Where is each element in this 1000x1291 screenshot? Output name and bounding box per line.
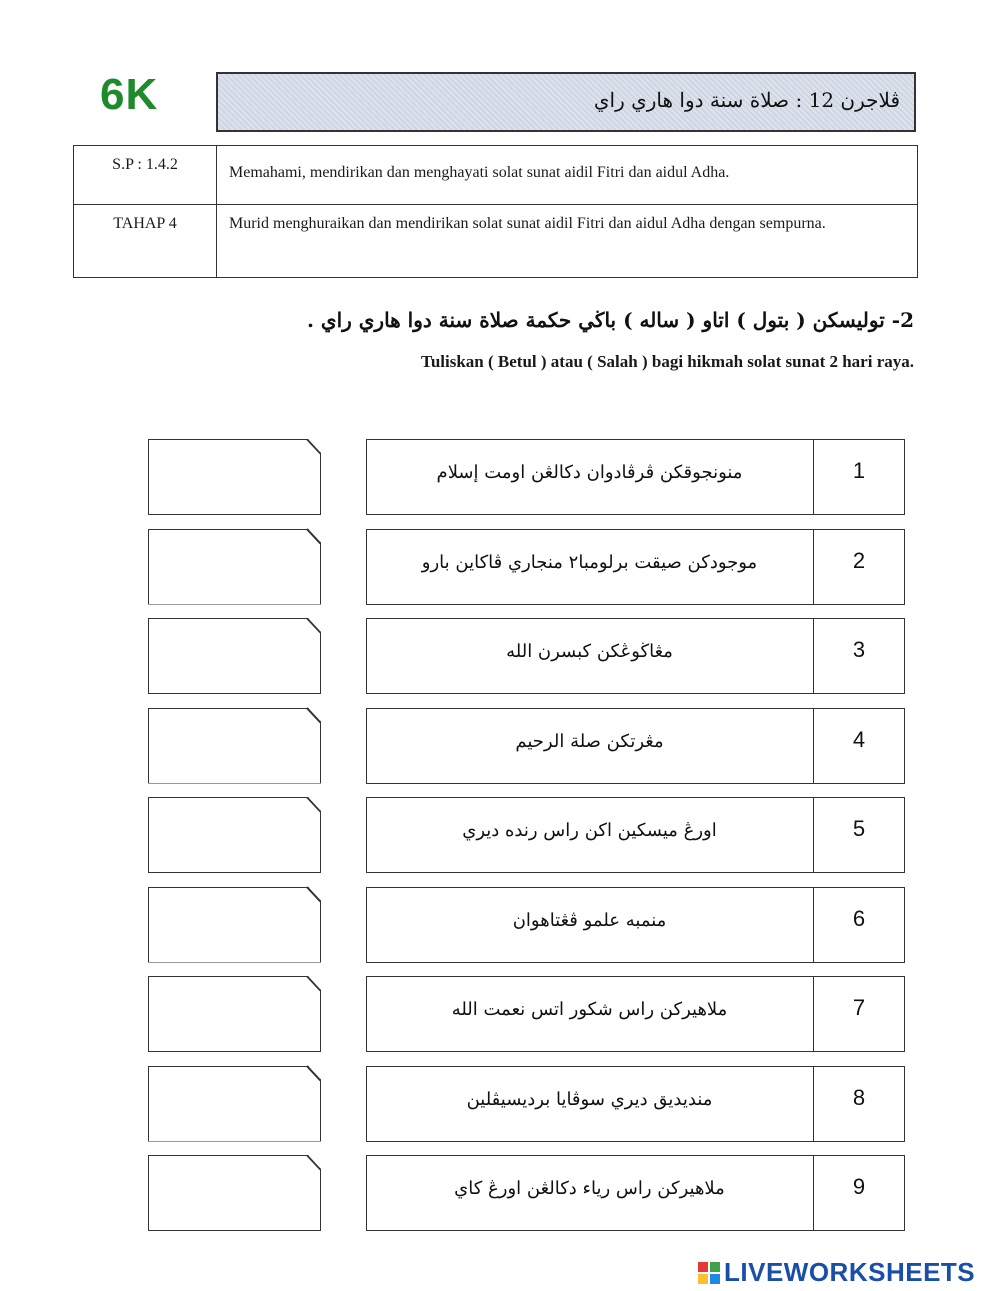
statement-text: منونجوقكن ڤرڤادوان دكالڠن اومت إسلام: [436, 462, 743, 483]
table-row: [74, 146, 918, 205]
statement-box: [366, 439, 905, 515]
answer-input-box[interactable]: [148, 976, 321, 1052]
answer-input-box[interactable]: [148, 529, 321, 605]
answer-input-box[interactable]: [148, 797, 321, 873]
item-number: 5: [852, 816, 866, 841]
statement-text: اورڠ ميسكين اكن راس رنده ديري: [462, 820, 717, 841]
statement-box: [366, 887, 905, 963]
statement-box: [366, 708, 905, 784]
standard-code: S.P : 1.4.2: [74, 146, 217, 205]
lesson-title: ڤلاجرن 12 : صلاة سنة دوا هاري راي: [593, 88, 900, 112]
lesson-title-bar: [216, 72, 916, 132]
statement-box: [366, 1066, 905, 1142]
list-item: [148, 797, 905, 875]
item-number: 3: [852, 637, 866, 662]
statement-text: مڠاڬوڠكن كبسرن الله: [506, 641, 673, 662]
statement-text: موجودكن صيقت برلومبا٢ منجاري ڤاكاين بارو: [421, 551, 758, 573]
statement-box: [366, 618, 905, 694]
item-number: 8: [852, 1084, 866, 1110]
liveworksheets-logo[interactable]: [698, 1257, 975, 1288]
statement-text: ملاهيركن راس شكور اتس نعمت الله: [451, 999, 728, 1020]
item-number: 9: [852, 1174, 866, 1199]
statement-box: [366, 529, 905, 605]
list-item: [148, 976, 905, 1054]
statement-text: منمبه علمو ڤڠتاهوان: [512, 909, 667, 931]
list-item: [148, 887, 905, 965]
answer-input-box[interactable]: [148, 439, 321, 515]
answer-input-box[interactable]: [148, 708, 321, 784]
item-number: 2: [852, 547, 866, 573]
answer-input-box[interactable]: [148, 1066, 321, 1142]
statement-box: [366, 976, 905, 1052]
list-item: [148, 1066, 905, 1144]
answer-input-box[interactable]: [148, 618, 321, 694]
answer-input-box[interactable]: [148, 1155, 321, 1231]
question-jawi: 2- توليسكن ( بتول ) اتاو ( ساله ) باڬي حكمة صلاة سنة دوا هاري راي .: [307, 308, 914, 332]
item-number: 6: [852, 905, 866, 931]
item-number: 7: [852, 995, 866, 1020]
level-description: Murid menghuraikan dan mendirikan solat sunat aidil Fitri dan aidul Adha dengan sempurna.: [217, 205, 918, 278]
list-item: [148, 529, 905, 607]
question-rumi: Tuliskan ( Betul ) atau ( Salah ) bagi hikmah solat sunat 2 hari raya.: [421, 352, 914, 371]
statement-text: مڠرتكن صلة الرحيم: [515, 730, 664, 752]
list-item: [148, 708, 905, 786]
item-number: 1: [852, 458, 866, 483]
standard-info-table: [73, 145, 918, 278]
statement-text: منديديق ديري سوڤايا برديسيڤلين: [466, 1088, 713, 1110]
answer-input-box[interactable]: [148, 887, 321, 963]
statement-box: [366, 1155, 905, 1231]
level-code: TAHAP 4: [74, 205, 217, 278]
list-item: [148, 618, 905, 696]
logo-icon: [698, 1262, 720, 1284]
item-number: 4: [852, 726, 866, 752]
list-item: [148, 439, 905, 517]
list-item: [148, 1155, 905, 1233]
statement-text: ملاهيركن راس رياء دكالڠن اورڠ كاي: [454, 1178, 725, 1199]
table-row: [74, 205, 918, 278]
class-label: 6K: [100, 70, 159, 119]
logo-text: LIVEWORKSHEETS: [724, 1257, 976, 1287]
statement-box: [366, 797, 905, 873]
standard-description: Memahami, mendirikan dan menghayati solat sunat aidil Fitri dan aidul Adha.: [217, 146, 918, 205]
